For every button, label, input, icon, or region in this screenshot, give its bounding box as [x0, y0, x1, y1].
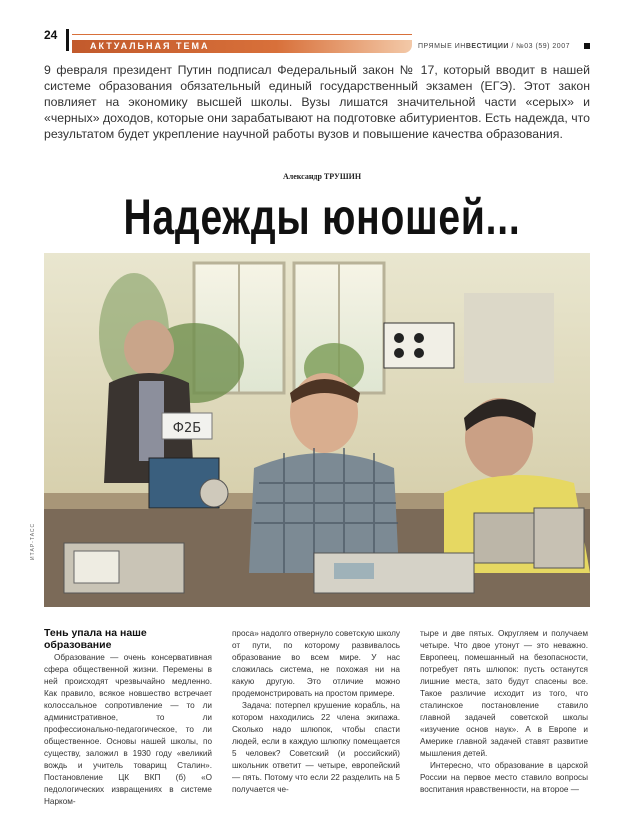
issue-brand-a: ПРЯМЫЕ ИН: [418, 43, 466, 50]
paragraph: Образование — очень консервативная сфера общественной жизни. Перемены в ней происходят чрезвычайно медленно. Как правило, всякое новшество встречает колоссальное сопротивление — то ли административное, то ли профессионально-педагогическое, то ли общественное. Основы нашей школы, по существу, заложил в 1930 году «великий вождь и учитель товарищ Сталин». Постановление ЦК ВКП (б) «О педологических извращениях в системе Нарком-: [44, 653, 212, 806]
header-divider: [66, 29, 69, 51]
classroom-photo: [44, 253, 590, 607]
article-column-1: [44, 628, 212, 808]
article-column-2: [232, 628, 400, 796]
issue-number: / №03 (59) 2007: [508, 43, 570, 50]
subheading: Тень упала на наше образование: [44, 627, 147, 651]
page-number: 24: [44, 28, 58, 42]
header-rule: [72, 34, 412, 35]
issue-square-icon: [584, 43, 590, 49]
photo-sign-text: Ф2Б: [172, 421, 202, 436]
paragraph: проса» надолго отвернуло советскую школу от пути, по которому развивалось образование во всем мире. У нас сложилась система, не похожая ни на какую другую. Это отличие можно продемонстрировать на простом примере.: [232, 629, 400, 698]
paragraph: тыре и две пятых. Округляем и получаем четыре. Что двое утонут — это неважно. Европеец, помешанный на безопасности, потребует пять шлюпок: пусть останутся лишние места, зато будут спасены все. Такое различие исходит из того, что сталинское постановление ставило главной задачей советской школы «изучение основ наук». А в Европе и Америке главной задачей ставят развитие мышления детей.: [420, 629, 588, 758]
paragraph: Интересно, что образование в царской России на первое место ставило вопросы воспитания нравственности, на второе —: [420, 761, 588, 794]
author-byline: Александр ТРУШИН: [282, 172, 362, 181]
lead-paragraph: 9 февраля президент Путин подписал Федеральный закон № 17, который вводит в нашей системе образования обязательный единый государственный экзамен (ЕГЭ). Этот закон повлияет на экономику высшей школы. Вузы лишатся значительной части «серых» и «черных» доходов, которые они зарабатывают на подготовке абитуриентов. Есть надежда, что результатом будет укрепление научной работы вузов и повышение качества образования.: [44, 63, 590, 141]
photo-credit: ИТАР-ТАСС: [30, 522, 36, 560]
issue-brand-b: ВЕСТИЦИИ: [465, 43, 509, 50]
article-headline: Надежды юношей...: [123, 189, 521, 245]
article-column-3: [420, 628, 588, 796]
issue-info: [418, 43, 570, 50]
section-title: АКТУАЛЬНАЯ ТЕМА: [90, 41, 210, 51]
classroom-photo-illustration: [44, 253, 590, 607]
paragraph: Задача: потерпел крушение корабль, на котором находились 22 члена экипажа. Сколько надо шлюпок, чтобы спасти людей, если в каждую шлюпку помещается 5 человек? Советский (и российский) школьник ответит — четыре, европейский — пять. Потому что если 22 разделить на 5 получается че-: [232, 701, 400, 794]
